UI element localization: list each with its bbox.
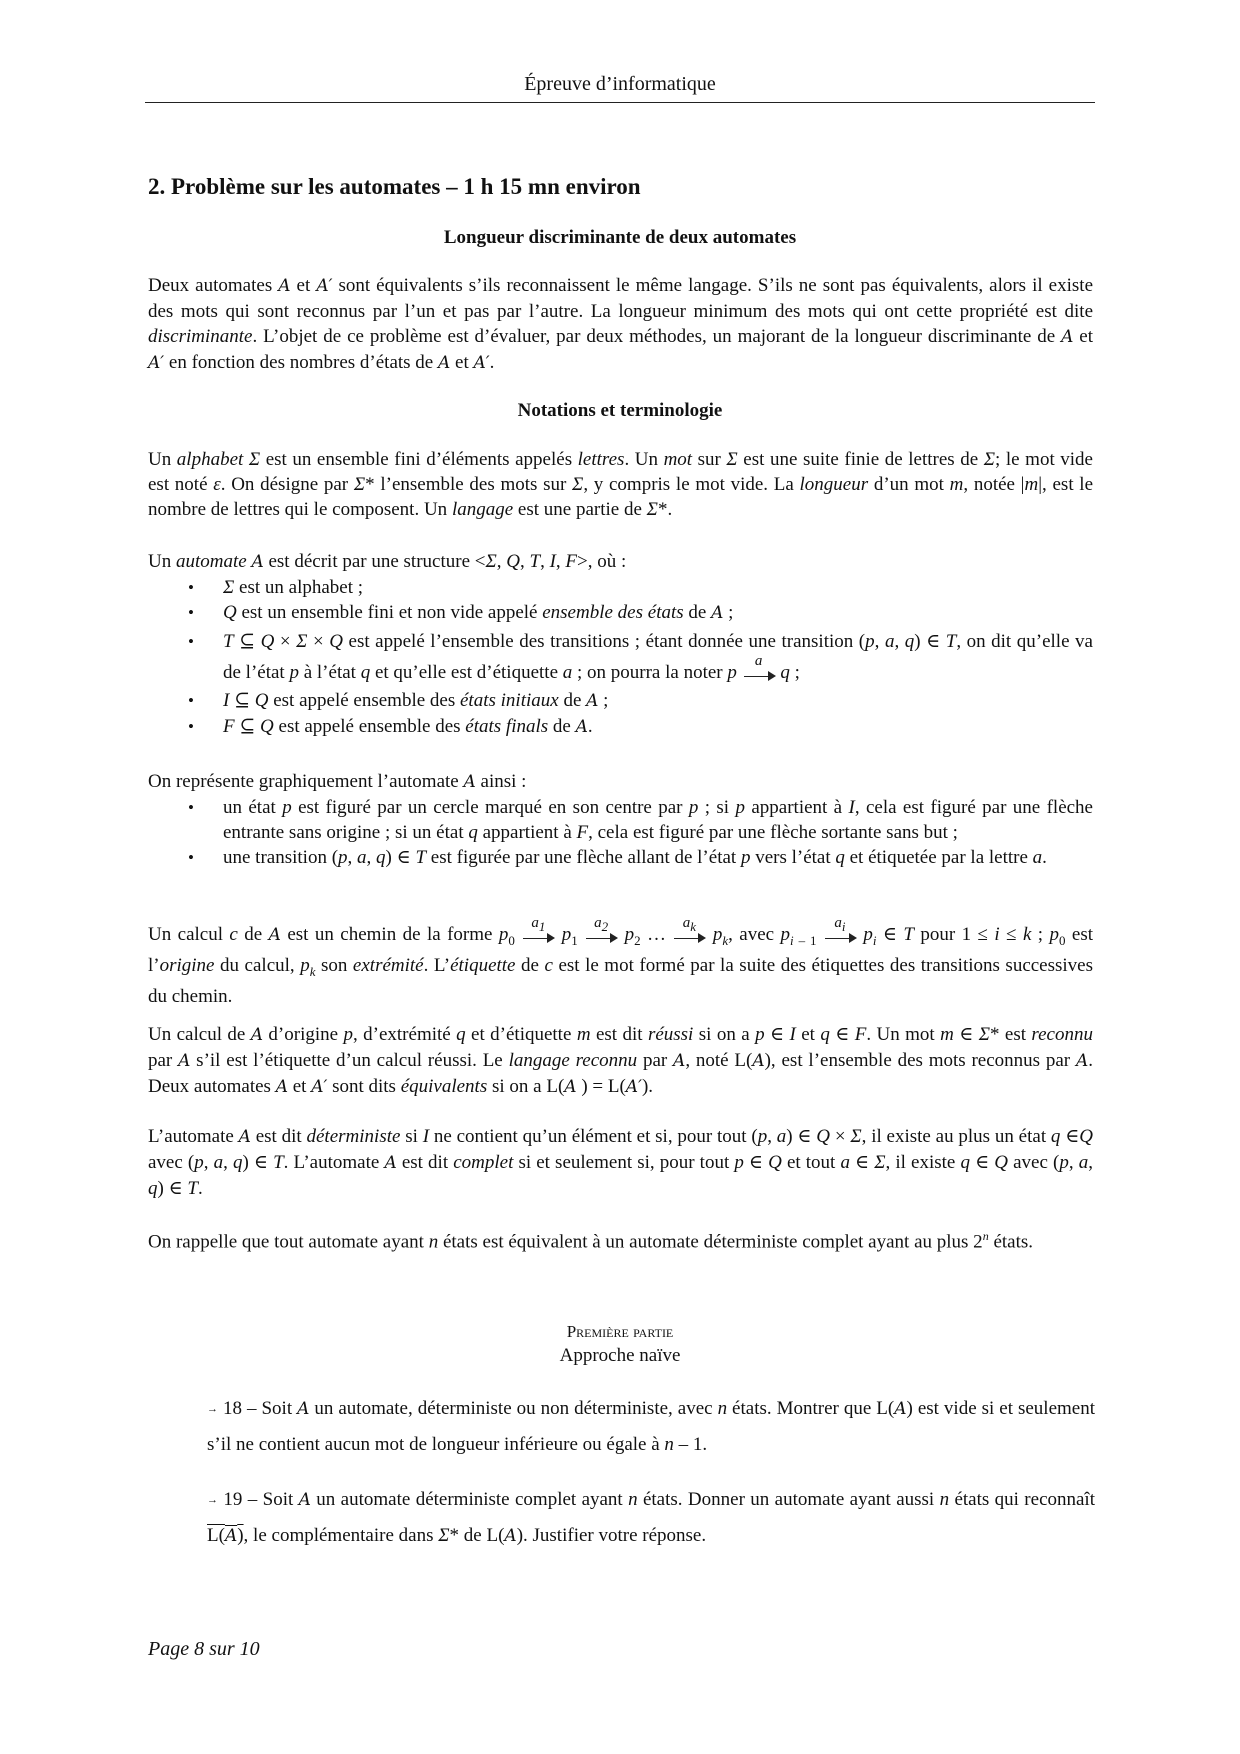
part-label: Première partie: [566, 1322, 674, 1341]
list-item: • Σ est un alphabet ;: [148, 575, 1093, 600]
question-18: → 18 – Soit A un automate, déterministe ou non déterministe, avec n états. Montrer que L(A) est vide si et seulement s’il ne contient aucun mot de longueur inférieure ou égale à n – 1.: [207, 1398, 1096, 1455]
calcul-paragraph: Un calcul c de A est un chemin de la forme $p_0$ $a_1$ $p_1$ $a_2$ $p_2$ … $a_k$ $p_k$, avec $p_{i - 1}$ $a_i$ $p_i$ ∈ T pour 1 ≤ i ≤ k ; $p_0$ est l’origine du calcul, $p_k$ son extrémité. L’étiquette de c est le mot formé par la suite des étiquettes des transitions successives du chemin.: [148, 914, 1094, 1007]
problem-subtitle: Longueur discriminante de deux automates: [443, 227, 797, 248]
notations-title: Notations et terminologie: [517, 400, 723, 421]
automaton-definition: Un automate A est décrit par une structure <Σ, Q, T, I, F>, où : • Σ est un alphabet ; • Q est un ensemble fini et non vide appelé ensemble des états de A ; • T ⊆ Q × Σ × Q est appelé l’ensemble des transitions ; étant donnée une transition (p, a, q) ∈ T, on dit qu’elle va de l’état p à l’état q et qu’elle est d’étiquette a ; on pourra la noter p a q ; • I ⊆ Q est appelé ensemble des états initiaux de A ; • F ⊆ Q est appelé ensemble des états finals de A.: [148, 549, 1093, 740]
section-title: 2. Problème sur les automates – 1 h 15 mn environ: [148, 174, 641, 199]
question-19: → 19 – Soit A un automate déterministe complet ayant n états. Donner un automate ayant aussi n états qui reconnaît L(A), le complémentaire dans Σ* de L(A). Justifier votre réponse.: [207, 1489, 1095, 1546]
transition-arrow-icon: a: [742, 667, 776, 681]
transition-arrow-icon: $a_i$: [823, 929, 857, 943]
list-item: • F ⊆ Q est appelé ensemble des états finals de A.: [148, 714, 1093, 740]
list-item: • T ⊆ Q × Σ × Q est appelé l’ensemble des transitions ; étant donnée une transition (p, a, q) ∈ T, on dit qu’elle va de l’état p à l’état q et qu’elle est d’étiquette a ; on pourra la noter p a q ;: [148, 626, 1093, 688]
transition-arrow-icon: $a_1$: [521, 929, 555, 943]
question-marker-icon: →: [207, 1403, 218, 1415]
transition-arrow-icon: $a_2$: [584, 929, 618, 943]
graphical-representation: On représente graphiquement l’automate A ainsi : • un état p est figuré par un cercle marqué en son centre par p ; si p appartient à I, cela est figuré par une flèche entrante sans origine ; si un état q appartient à F, cela est figuré par une flèche sortante sans but ; • une transition (p, a, q) ∈ T est figurée par une flèche allant de l’état p vers l’état q et étiquetée par la lettre a.: [148, 769, 1093, 870]
list-item: • I ⊆ Q est appelé ensemble des états initiaux de A ;: [148, 688, 1093, 714]
part-title: Approche naïve: [559, 1345, 681, 1366]
list-item: • une transition (p, a, q) ∈ T est figurée par une flèche allant de l’état p vers l’état q et étiquetée par la lettre a.: [148, 845, 1093, 870]
page-header: Épreuve d’informatique: [524, 73, 716, 95]
header-rule: [145, 102, 1095, 103]
intro-paragraph: Deux automates A et A′ sont équivalents s’ils reconnaissent le même langage. S’ils ne sont pas équivalents, alors il existe des mots qui sont reconnus par l’un et pas par l’autre. La longueur minimum des mots qui ont cette propriété est dite discriminante. L’objet de ce problème est d’évaluer, par deux méthodes, un majorant de la longueur discriminante de A et A′ en fonction des nombres d’états de A et A′.: [148, 275, 1093, 373]
transition-arrow-icon: $a_k$: [672, 929, 706, 943]
alphabet-paragraph: Un alphabet Σ est un ensemble fini d’éléments appelés lettres. Un mot sur Σ est une suite finie de lettres de Σ; le mot vide est noté ε. On désigne par Σ* l’ensemble des mots sur Σ, y compris le mot vide. La longueur d’un mot m, notée |m|, est le nombre de lettres qui le composent. Un langage est une partie de Σ*.: [148, 449, 1094, 520]
list-item: • Q est un ensemble fini et non vide appelé ensemble des états de A ;: [148, 600, 1093, 626]
page-footer: Page 8 sur 10: [148, 1638, 260, 1660]
list-item: • un état p est figuré par un cercle marqué en son centre par p ; si p appartient à I, cela est figuré par une flèche entrante sans origine ; si un état q appartient à F, cela est figuré par une flèche sortante sans but ;: [148, 795, 1093, 845]
reminder-paragraph: On rappelle que tout automate ayant n états est équivalent à un automate déterministe complet ayant au plus 2$^n$ états.: [148, 1229, 1034, 1253]
deterministic-paragraph: L’automate A est dit déterministe si I ne contient qu’un élément et si, pour tout (p, a) ∈ Q × Σ, il existe au plus un état q ∈Q avec (p, a, q) ∈ T. L’automate A est dit complet si et seulement si, pour tout p ∈ Q et tout a ∈ Σ, il existe q ∈ Q avec (p, a, q) ∈ T.: [148, 1126, 1094, 1199]
recognized-language-paragraph: Un calcul de A d’origine p, d’extrémité q et d’étiquette m est dit réussi si on a p ∈ I et q ∈ F. Un mot m ∈ Σ* est reconnu par A s’il est l’étiquette d’un calcul réussi. Le langage reconnu par A, noté L(A), est l’ensemble des mots reconnus par A. Deux automates A et A′ sont dits équivalents si on a L(A ) = L(A′).: [148, 1024, 1093, 1097]
question-marker-icon: →: [207, 1494, 218, 1506]
